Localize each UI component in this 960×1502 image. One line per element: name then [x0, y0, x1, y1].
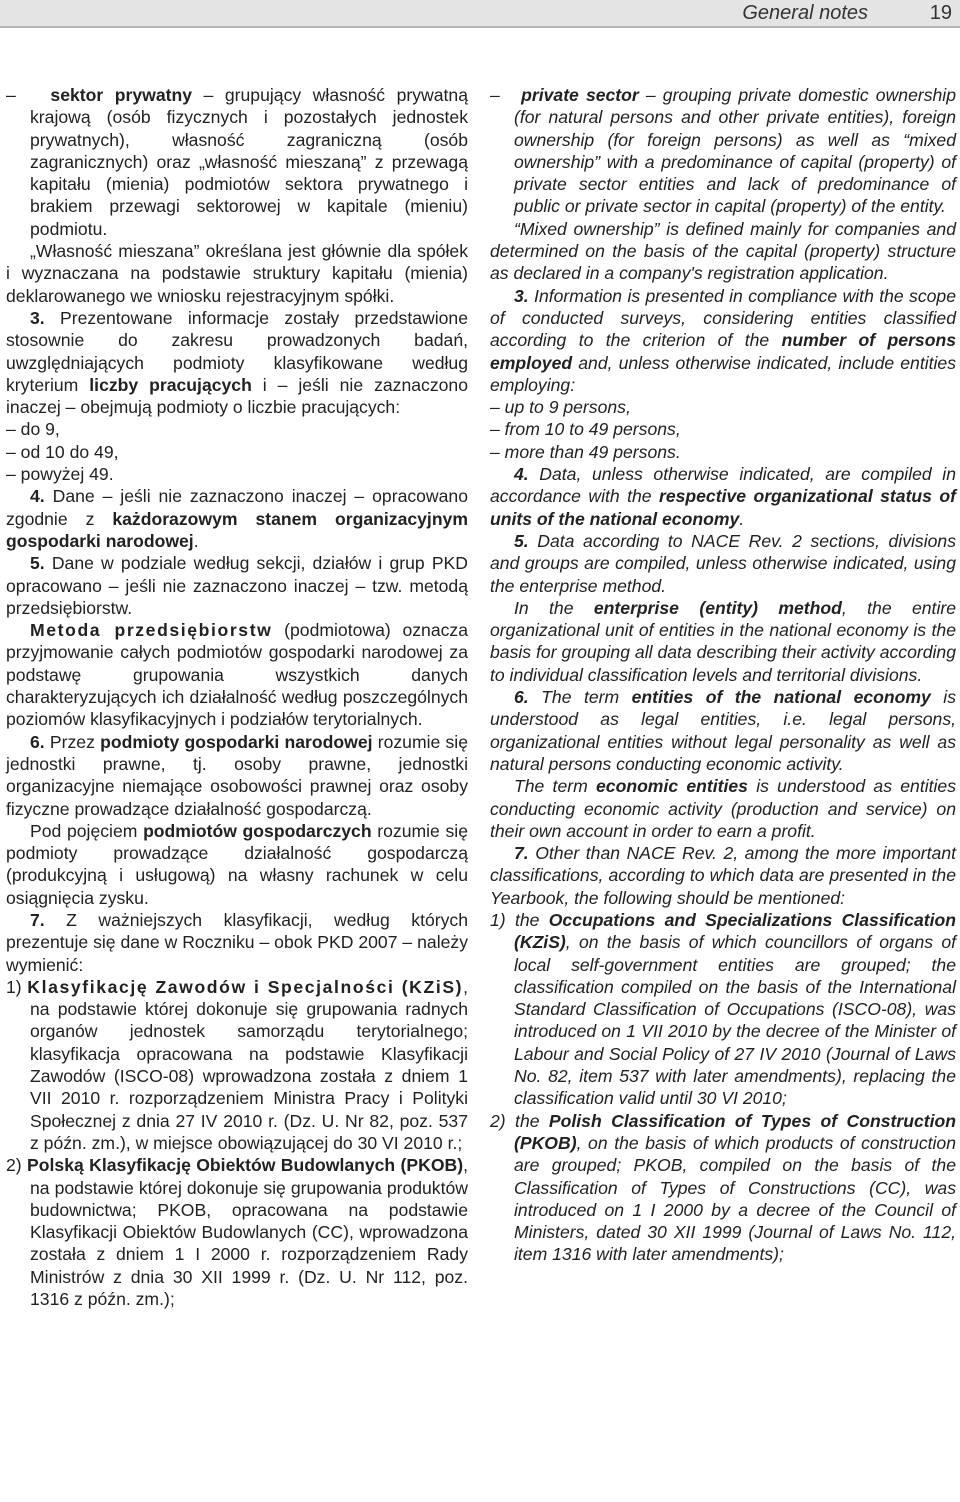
paragraph-6-pl: 6. Przez podmioty gospodarki narodowej rozumie się jednostki prawne, tj. osoby prawne, jednostki organizacyjne niemające osobowości prawnej oraz osoby fizyczne prowadzące działalność gospodarczą. [6, 731, 468, 819]
classification-item-2-en: 2) the Polish Classification of Types of Construction (PKOB), on the basis of which products of construction are grouped; PKOB, compiled on the basis of the Classification of Types of Constructions (CC), was introduced on 1 I 2000 by a decree of the Council of Ministers, dated 30 XII 1999 (Journal of Laws No. 112, item 1316 with later amendments); [490, 1110, 956, 1265]
term: sektor prywatny [50, 85, 193, 105]
paragraph-mixed-ownership-en: “Mixed ownership” is defined mainly for companies and determined on the basis of the capital (property) structure as declared in a company's registration application. [490, 218, 956, 284]
paragraph-6b-pl: Pod pojęciem podmiotów gospodarczych rozumie się podmioty prowadzące działalność gospodarczą (produkcyjną i usługową) na własny rachunek w celu osiągnięcia zysku. [6, 820, 468, 908]
classification-item-2-pl: 2) Polską Klasyfikację Obiektów Budowlanych (PKOB), na podstawie której dokonuje się grupowania produktów budownictwa; PKOB, opracowana na podstawie Klasyfikacji Obiektów Budowlanych (CC), wprowadzona została z dniem 1 I 2000 r. rozporządzeniem Rady Ministrów z dnia 30 XII 1999 r. (Dz. U. Nr 112, poz. 1316 z późn. zm.); [6, 1155, 468, 1310]
classification-item-1-pl: 1) Klasyfikację Zawodów i Specjalności (KZiS), na podstawie której dokonuje się grupowania radnych organów jednostek samorządu terytorialnego; klasyfikacja opracowana na podstawie Klasyfikacji Zawodów (ISCO-08) wprowadzona została z dniem 1 VII 2010 r. rozporządzeniem Ministra Pracy i Polityki Społecznej z dnia 27 IV 2010 r. (Dz. U. Nr 82, poz. 537 z późn. zm.), w miejsce obowiązującej do 30 VI 2010 r.; [6, 976, 469, 1153]
paragraph-5-en: 5. Data according to NACE Rev. 2 sections, divisions and groups are compiled, unless otherwise indicated, using the enterprise method. [490, 530, 956, 596]
list-item: – up to 9 persons, [490, 397, 631, 418]
paragraph-private-sector-pl: – sektor prywatny – grupujący własność prywatną krajową (osób fizycznych i pozostałych jednostek prywatnych), własność zagraniczną (osób zagranicznych) oraz „własność mieszaną” z przewagą kapitału (mienia) podmiotów sektora prywatnego i brakiem przewagi sektorowej w kapitale (mieniu) podmiotu. [6, 85, 468, 239]
paragraph-5b-pl: Metoda przedsiębiorstw (podmiotowa) oznacza przyjmowanie całych podmiotów gospodarki narodowej za podstawę grupowania wszystkich danych charakteryzujących ich działalność według poszczególnych poziomów klasyfikacyjnych i podziałów terytorialnych. [6, 620, 468, 730]
list-item: – from 10 to 49 persons, [490, 419, 681, 440]
page-number: 19 [929, 2, 952, 24]
list-item: – powyżej 49. [6, 464, 114, 485]
paragraph-4-en: 4. Data, unless otherwise indicated, are compiled in accordance with the respective organizational status of units of the national economy. [490, 464, 956, 529]
paragraph-5-pl: 5. Dane w podziale według sekcji, działów i grup PKD opracowano – jeśli nie zaznaczono inaczej – tzw. metodą przedsiębiorstw. [6, 553, 468, 618]
paragraph-6b-en: The term economic entities is understood as entities conducting economic activity (production and service) on their own account in order to earn a profit. [490, 776, 957, 841]
paragraph-7-en: 7. Other than NACE Rev. 2, among the more important classifications, according to which data are presented in the Yearbook, the following should be mentioned: [490, 843, 956, 908]
paragraph-4-pl: 4. Dane – jeśli nie zaznaczono inaczej – opracowano zgodnie z każdorazowym stanem organizacyjnym gospodarki narodowej. [6, 486, 468, 551]
list-item: – more than 49 persons. [490, 441, 681, 462]
english-column [490, 84, 956, 1266]
list-item: – do 9, [6, 419, 60, 440]
paragraph-6-en: 6. The term entities of the national economy is understood as legal entities, i.e. legal persons, organizational entities without legal personality as well as natural persons conducting economic activity. [490, 687, 956, 774]
paragraph-5b-en: In the enterprise (entity) method, the entire organizational unit of entities in the national economy is the basis for grouping all data describing their activity according to individual classification levels and territorial divisions. [490, 597, 956, 685]
paragraph-3-en: 3. Information is presented in compliance with the scope of conducted surveys, considering entities classified according to the criterion of the number of persons employed and, unless otherwise indicated, include entities employing: [490, 285, 957, 395]
page-header [0, 0, 960, 28]
paragraph-mixed-ownership-pl: „Własność mieszana” określana jest głównie dla spółek i wyznaczana na podstawie struktury kapitału (mienia) deklarowanego we wniosku rejestracyjnym spółki. [6, 241, 468, 306]
paragraph-7-pl: 7. Z ważniejszych klasyfikacji, według których prezentuje się dane w Roczniku – obok PKD 2007 – należy wymienić: [6, 909, 468, 975]
running-title: General notes [742, 2, 868, 24]
paragraph-private-sector-en: – private sector – grouping private domestic ownership (for natural persons and other private entities), foreign ownership (for foreign persons) as well as “mixed ownership” with a predominance of capital (property) of private sector entities and lack of predominance of public or private sector in capital (property) of the entity. [490, 85, 956, 217]
paragraph-3-pl: 3. Prezentowane informacje zostały przedstawione stosownie do zakresu prowadzonych badań, uwzględniających podmioty klasyfikowane według kryterium liczby pracujących i – jeśli nie zaznaczono inaczej – obejmują podmioty o liczbie pracujących: [6, 307, 468, 418]
classification-item-1-en: 1) the Occupations and Specializations Classification (KZiS), on the basis of which councillors of organs of local self-government entities are grouped; the classification compiled on the basis of the International Standard Classification of Occupations (ISCO-08), was introduced on 1 VII 2010 by the decree of the Minister of Labour and Social Policy of 27 IV 2010 (Journal of Laws No. 82, item 537 with later amendments), replacing the classification valid until 30 VI 2010; [490, 909, 956, 1109]
term: private sector [521, 85, 639, 105]
list-item: – od 10 do 49, [6, 441, 119, 462]
polish-column [6, 84, 468, 1310]
